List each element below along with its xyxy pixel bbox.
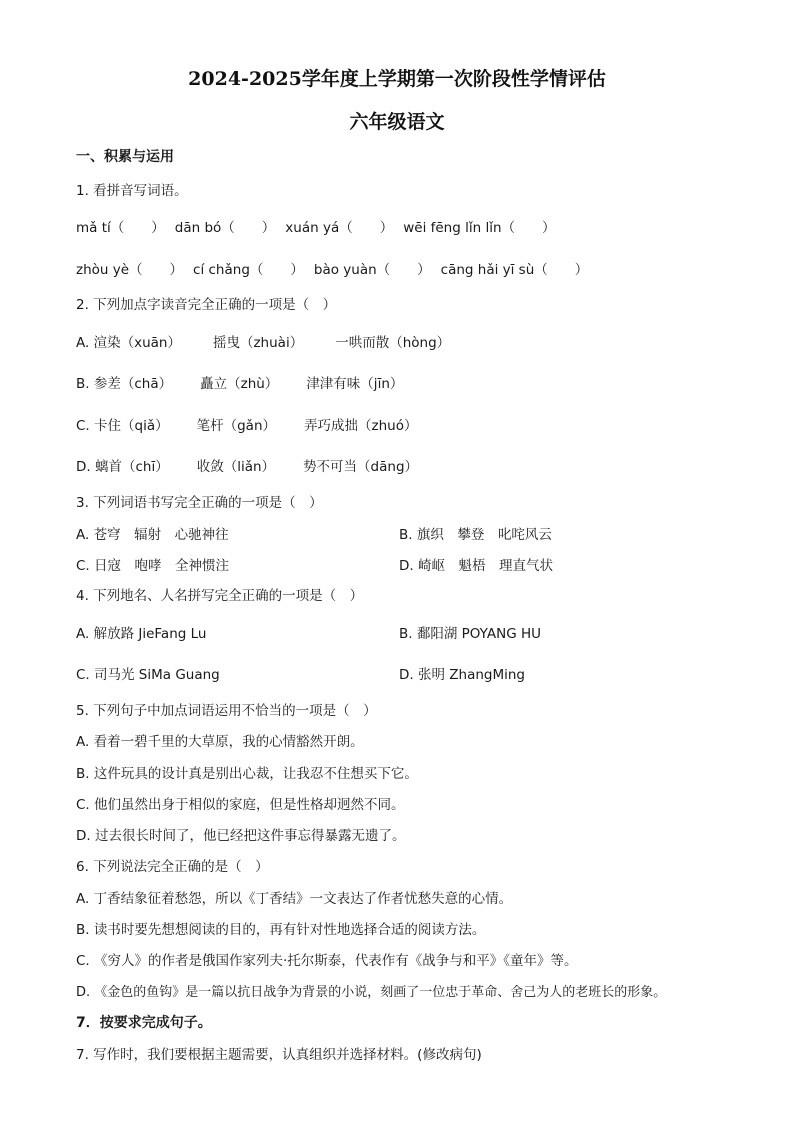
q6-option-b: B. 读书时要先想想阅读的目的，再有针对性地选择合适的阅读方法。 xyxy=(76,922,486,938)
q1-item: zhòu yè（ ） xyxy=(76,262,184,278)
q1-row2 xyxy=(76,258,588,278)
q2-d-word1: D. 螭首（chī） xyxy=(76,459,169,475)
q5-option-a: A. 看着一碧千里的大草原，我的心情豁然开朗。 xyxy=(76,734,364,750)
q1-item: dān bó（ ） xyxy=(174,220,276,236)
q2-a-word1: A. 渲染（xuān） xyxy=(76,335,181,351)
q2-option-d xyxy=(76,455,418,475)
q6-option-d: D. 《金色的鱼钩》是一篇以抗日战争为背景的小说，刻画了一位忠于革命、舍己为人的老班长的形象。 xyxy=(76,985,667,1000)
q3-stem: 3. 下列词语书写完全正确的一项是（ ） xyxy=(76,495,323,511)
q6-option-a: A. 丁香结象征着愁怨，所以《丁香结》一文表达了作者忧愁失意的心情。 xyxy=(76,891,513,907)
q7-heading: 7．按要求完成句子。 xyxy=(76,1015,212,1031)
q7-stem: 7. 写作时，我们要根据主题需要，认真组织并选择材料。(修改病句) xyxy=(76,1047,482,1063)
exam-title: 2024-2025学年度上学期第一次阶段性学情评估 xyxy=(188,68,606,90)
q4-option-b: B. 鄱阳湖 POYANG HU xyxy=(399,626,541,642)
q5-stem: 5. 下列句子中加点词语运用不恰当的一项是（ ） xyxy=(76,703,377,719)
q2-c-word3: 弄巧成拙（zhuó） xyxy=(304,418,418,434)
q5-option-d: D. 过去很长时间了，他已经把这件事忘得暴露无遗了。 xyxy=(76,828,406,844)
q2-d-word3: 势不可当（dāng） xyxy=(303,459,419,475)
q1-item: mǎ tí（ ） xyxy=(76,220,165,236)
q4-option-c: C. 司马光 SiMa Guang xyxy=(76,667,220,683)
q2-c-word1: C. 卡住（qiǎ） xyxy=(76,418,169,434)
q5-option-c: C. 他们虽然出身于相似的家庭，但是性格却迥然不同。 xyxy=(76,797,405,813)
q2-option-a xyxy=(76,331,450,351)
q3-option-a: A. 苍穹 辐射 心驰神往 xyxy=(76,527,229,543)
q3-option-c: C. 日寇 咆哮 全神惯注 xyxy=(76,558,230,574)
q1-item: bào yuàn（ ） xyxy=(313,262,431,278)
q2-b-word2: 矗立（zhù） xyxy=(200,376,279,392)
q2-option-b xyxy=(76,372,403,392)
q2-b-word1: B. 参差（chā） xyxy=(76,376,173,392)
q1-row1 xyxy=(76,216,556,236)
q2-c-word2: 笔杆（gǎn） xyxy=(196,418,277,434)
q1-item: cāng hǎi yī sù（ ） xyxy=(440,262,589,278)
q4-option-d: D. 张明 ZhangMing xyxy=(399,667,525,683)
q3-option-b: B. 旗织 攀登 叱咤风云 xyxy=(399,527,552,543)
q2-stem: 2. 下列加点字读音完全正确的一项是（ ） xyxy=(76,297,337,313)
q2-a-word2: 摇曳（zhuài） xyxy=(212,335,304,351)
q2-b-word3: 津津有味（jīn） xyxy=(306,376,404,392)
q1-item: wēi fēng lǐn lǐn（ ） xyxy=(403,220,556,236)
q2-a-word3: 一哄而散（hòng） xyxy=(335,335,451,351)
q4-stem: 4. 下列地名、人名拼写完全正确的一项是（ ） xyxy=(76,588,364,604)
q2-d-word2: 收敛（liǎn） xyxy=(196,459,276,475)
q6-option-c: C. 《穷人》的作者是俄国作家列夫·托尔斯泰，代表作有《战争与和平》《童年》等。 xyxy=(76,953,578,969)
q1-stem: 1. 看拼音写词语。 xyxy=(76,183,188,199)
q1-item: cí chǎng（ ） xyxy=(193,262,304,278)
q4-option-a: A. 解放路 JieFang Lu xyxy=(76,626,207,642)
q2-option-c xyxy=(76,414,417,434)
section-heading: 一、积累与运用 xyxy=(76,149,174,165)
q5-option-b: B. 这件玩具的设计真是别出心裁，让我忍不住想买下它。 xyxy=(76,766,418,782)
q1-item: xuán yá（ ） xyxy=(285,220,394,236)
exam-subtitle: 六年级语文 xyxy=(349,111,445,133)
q6-stem: 6. 下列说法完全正确的是（ ） xyxy=(76,859,269,875)
q3-option-d: D. 崎岖 魁梧 理直气状 xyxy=(399,558,553,574)
